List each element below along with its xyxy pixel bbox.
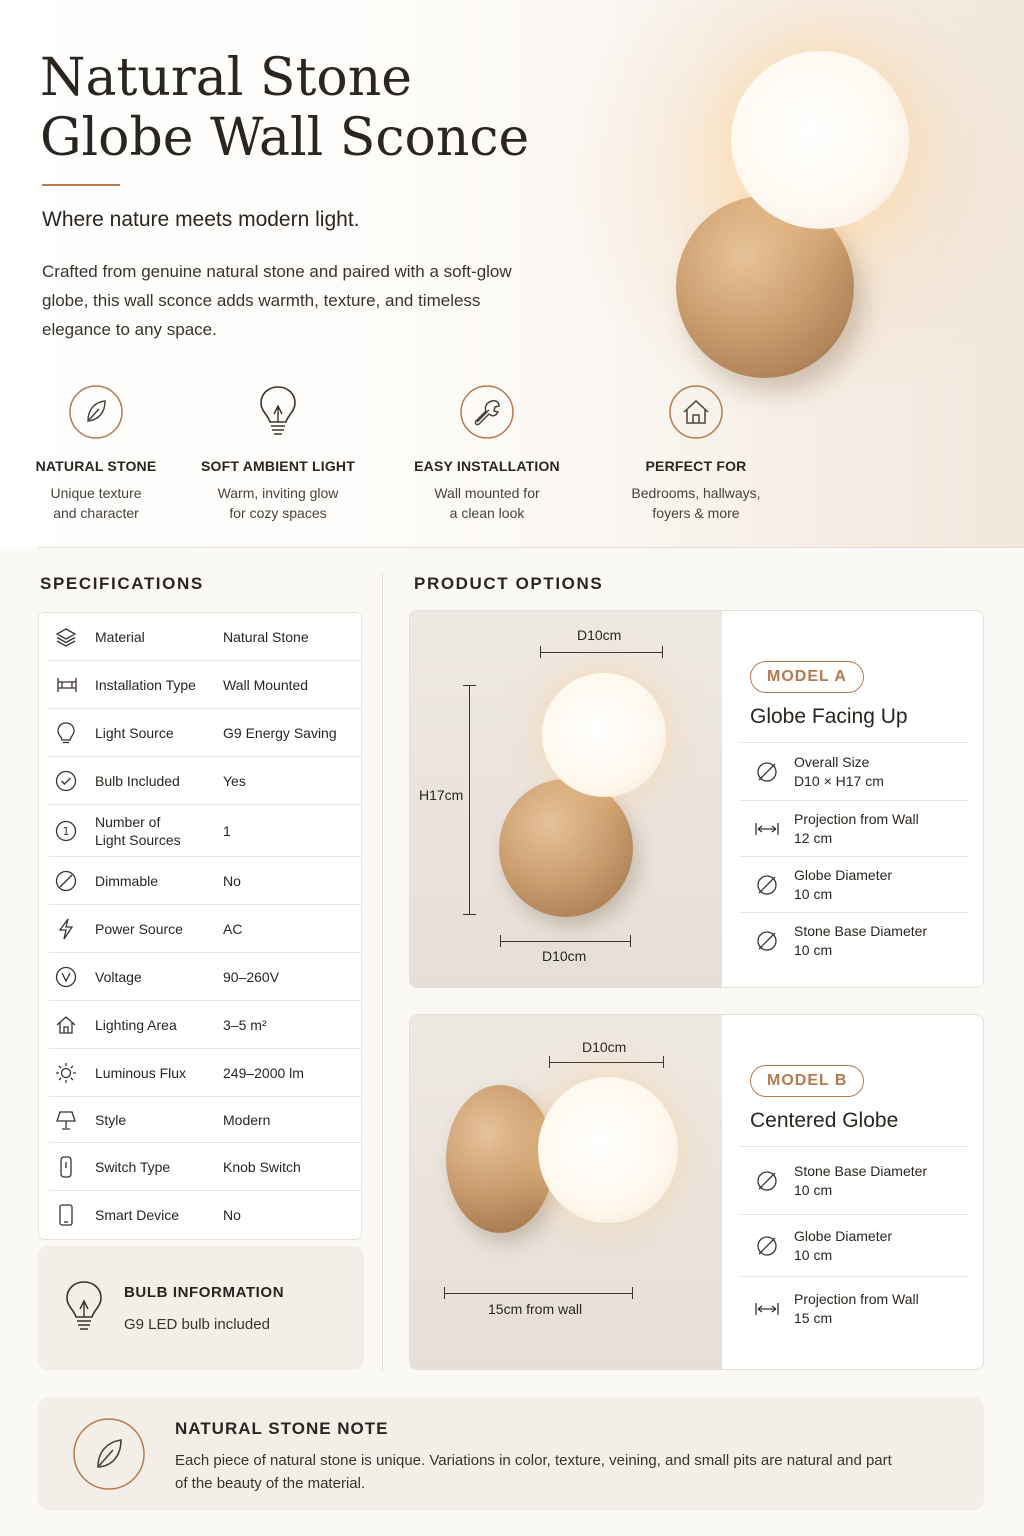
check-circle-icon [49,770,89,792]
voltage-icon [49,966,89,988]
note-title: NATURAL STONE NOTE [175,1419,389,1438]
spec-row-voltage [49,953,361,1001]
option-text: Globe Diameter 10 cm [794,1227,893,1263]
spec-label: Switch Type [95,1158,171,1175]
spec-label: Installation Type [95,676,196,693]
sun-icon [49,1062,89,1084]
dim-bottom-label: 15cm from wall [488,1301,583,1317]
dim-tick [630,935,631,947]
phone-icon [49,1203,89,1227]
title-underline [42,184,120,186]
section-divider [38,547,1024,548]
dim-bottom-label: D10cm [542,948,587,964]
dim-top-line [549,1062,663,1063]
option-text: Projection from Wall 12 cm [794,810,919,846]
feature-description: Unique texture and character [50,485,142,521]
bulb-information-box [38,1246,364,1370]
natural-stone-note [38,1397,984,1511]
hero-globe-image [731,51,909,229]
spec-row-light-source [49,709,361,757]
diameter-icon [740,1235,794,1257]
spec-row-smart-device [49,1191,361,1239]
spec-label: Style [95,1111,127,1128]
diameter-icon [740,930,794,952]
feature-description: Wall mounted for a clean look [434,485,540,521]
feature-title: PERFECT FOR [645,458,747,474]
spec-label: Number of Light Sources [95,813,181,848]
spec-label: Voltage [95,968,142,985]
spec-label: Lighting Area [95,1016,177,1033]
spec-label: Power Source [95,920,183,937]
spec-row-style [49,1097,361,1143]
option-row-stone-base-diameter [740,1146,968,1214]
leaf-icon [72,1417,146,1496]
svg-text:1: 1 [62,824,70,838]
dim-tick [662,646,663,658]
spec-value: Yes [223,772,246,789]
spec-row-installation-type [49,661,361,709]
feature-description: Bedrooms, hallways, foyers & more [631,485,761,521]
dim-tick [540,646,541,658]
specifications-heading: SPECIFICATIONS [40,574,204,593]
option-row-projection [740,800,968,856]
page-title [40,48,560,168]
model-b-card[interactable] [409,1014,984,1370]
number-one-icon [49,820,89,842]
dim-top-line [540,652,662,653]
spec-row-luminous-flux [49,1049,361,1097]
model-a-badge: MODEL A [750,661,864,693]
dim-side-label: H17cm [419,787,464,803]
option-text: Projection from Wall 15 cm [794,1290,919,1326]
spec-value: 249–2000 lm [223,1064,304,1081]
spec-row-switch-type [49,1143,361,1191]
spec-label: Light Source [95,724,174,741]
dim-tick [463,685,476,686]
spec-value: No [223,1207,241,1223]
intro-paragraph: Crafted from genuine natural stone and paired with a soft-glow globe, this wall sconce adds warmth, texture, and timeless elegance to any space. [42,262,512,339]
spec-value: Modern [223,1111,271,1128]
spec-row-bulb-included [49,757,361,805]
spec-label: Bulb Included [95,772,180,789]
lightning-icon [49,917,89,941]
model-b-globe [538,1077,678,1223]
dim-side-line [469,685,470,915]
spec-value: 3–5 m² [223,1016,267,1033]
feature-soft-ambient-light [188,384,368,523]
spec-row-power-source [49,905,361,953]
feature-natural-stone [6,384,186,523]
specifications-table [38,612,362,1240]
lightbulb-icon [49,721,89,745]
mount-icon [49,674,89,696]
spec-row-lighting-area [49,1001,361,1049]
feature-title: EASY INSTALLATION [414,458,560,474]
spec-row-material [49,613,361,661]
spec-label: Dimmable [95,872,159,889]
option-text: Stone Base Diameter 10 cm [794,1162,928,1198]
diameter-icon [740,761,794,783]
projection-icon [740,822,794,836]
model-a-name: Globe Facing Up [750,705,908,728]
dim-tick [463,914,476,915]
dim-bottom-line [500,941,630,942]
lamp-icon [49,1109,89,1131]
dim-tick [549,1056,550,1068]
house-icon [49,1014,89,1036]
dim-top-label: D10cm [577,627,622,643]
title-line-1: Natural Stone [40,48,412,108]
tagline: Where nature meets modern light. [42,208,360,231]
spec-value: AC [223,920,243,937]
lightbulb-icon [250,384,306,440]
model-b-photo [410,1015,722,1369]
slash-circle-icon [49,870,89,892]
spec-label: Smart Device [95,1207,180,1223]
model-a-stone [499,779,633,917]
diameter-icon [740,1170,794,1192]
model-a-globe [542,673,666,797]
spec-value: Natural Stone [223,628,309,645]
dim-top-label: D10cm [582,1039,627,1055]
spec-label: Luminous Flux [95,1064,187,1081]
dim-tick [663,1056,664,1068]
note-text: Each piece of natural stone is unique. Variations in color, texture, veining, and small pits are natural and part of the beauty of the material. [175,1452,892,1492]
lightbulb-icon [64,1280,104,1339]
house-icon [668,384,724,440]
diameter-icon [740,874,794,896]
model-b-name: Centered Globe [750,1109,899,1132]
option-row-projection [740,1276,968,1340]
feature-description: Warm, inviting glow for cozy spaces [217,485,339,521]
bulb-info-text: G9 LED bulb included [124,1316,270,1333]
spec-row-number-of-light-sources [49,805,361,857]
option-text: Stone Base Diameter 10 cm [794,922,928,958]
feature-easy-installation [397,384,577,523]
model-a-card[interactable] [409,610,984,988]
spec-value: 90–260V [223,968,280,985]
option-text: Globe Diameter 10 cm [794,866,893,902]
option-row-overall-size [740,742,968,800]
product-options-heading: PRODUCT OPTIONS [414,574,604,593]
dim-tick [500,935,501,947]
spec-row-dimmable [49,857,361,905]
option-row-stone-base-diameter [740,912,968,968]
spec-value: Wall Mounted [223,676,309,693]
wrench-icon [459,384,515,440]
projection-icon [740,1302,794,1316]
dim-bottom-line [444,1293,632,1294]
layers-icon [49,626,89,648]
hero-section [0,0,1024,548]
column-divider [382,574,383,1370]
dim-tick [632,1287,633,1299]
option-text: Overall Size D10 × H17 cm [794,753,884,789]
model-a-photo [410,611,722,987]
dim-tick [444,1287,445,1299]
model-b-badge: MODEL B [750,1065,864,1097]
spec-label: Material [95,628,145,645]
bulb-info-title: BULB INFORMATION [124,1284,285,1301]
option-row-globe-diameter [740,1214,968,1276]
spec-value: 1 [223,822,231,839]
feature-perfect-for [606,384,786,523]
feature-title: NATURAL STONE [35,458,157,474]
spec-value: Knob Switch [223,1158,301,1175]
leaf-icon [68,384,124,440]
feature-title: SOFT AMBIENT LIGHT [201,458,355,474]
spec-value: G9 Energy Saving [223,724,337,741]
option-row-globe-diameter [740,856,968,912]
spec-value: No [223,872,241,889]
title-line-2: Globe Wall Sconce [40,108,530,168]
knob-switch-icon [49,1155,89,1179]
